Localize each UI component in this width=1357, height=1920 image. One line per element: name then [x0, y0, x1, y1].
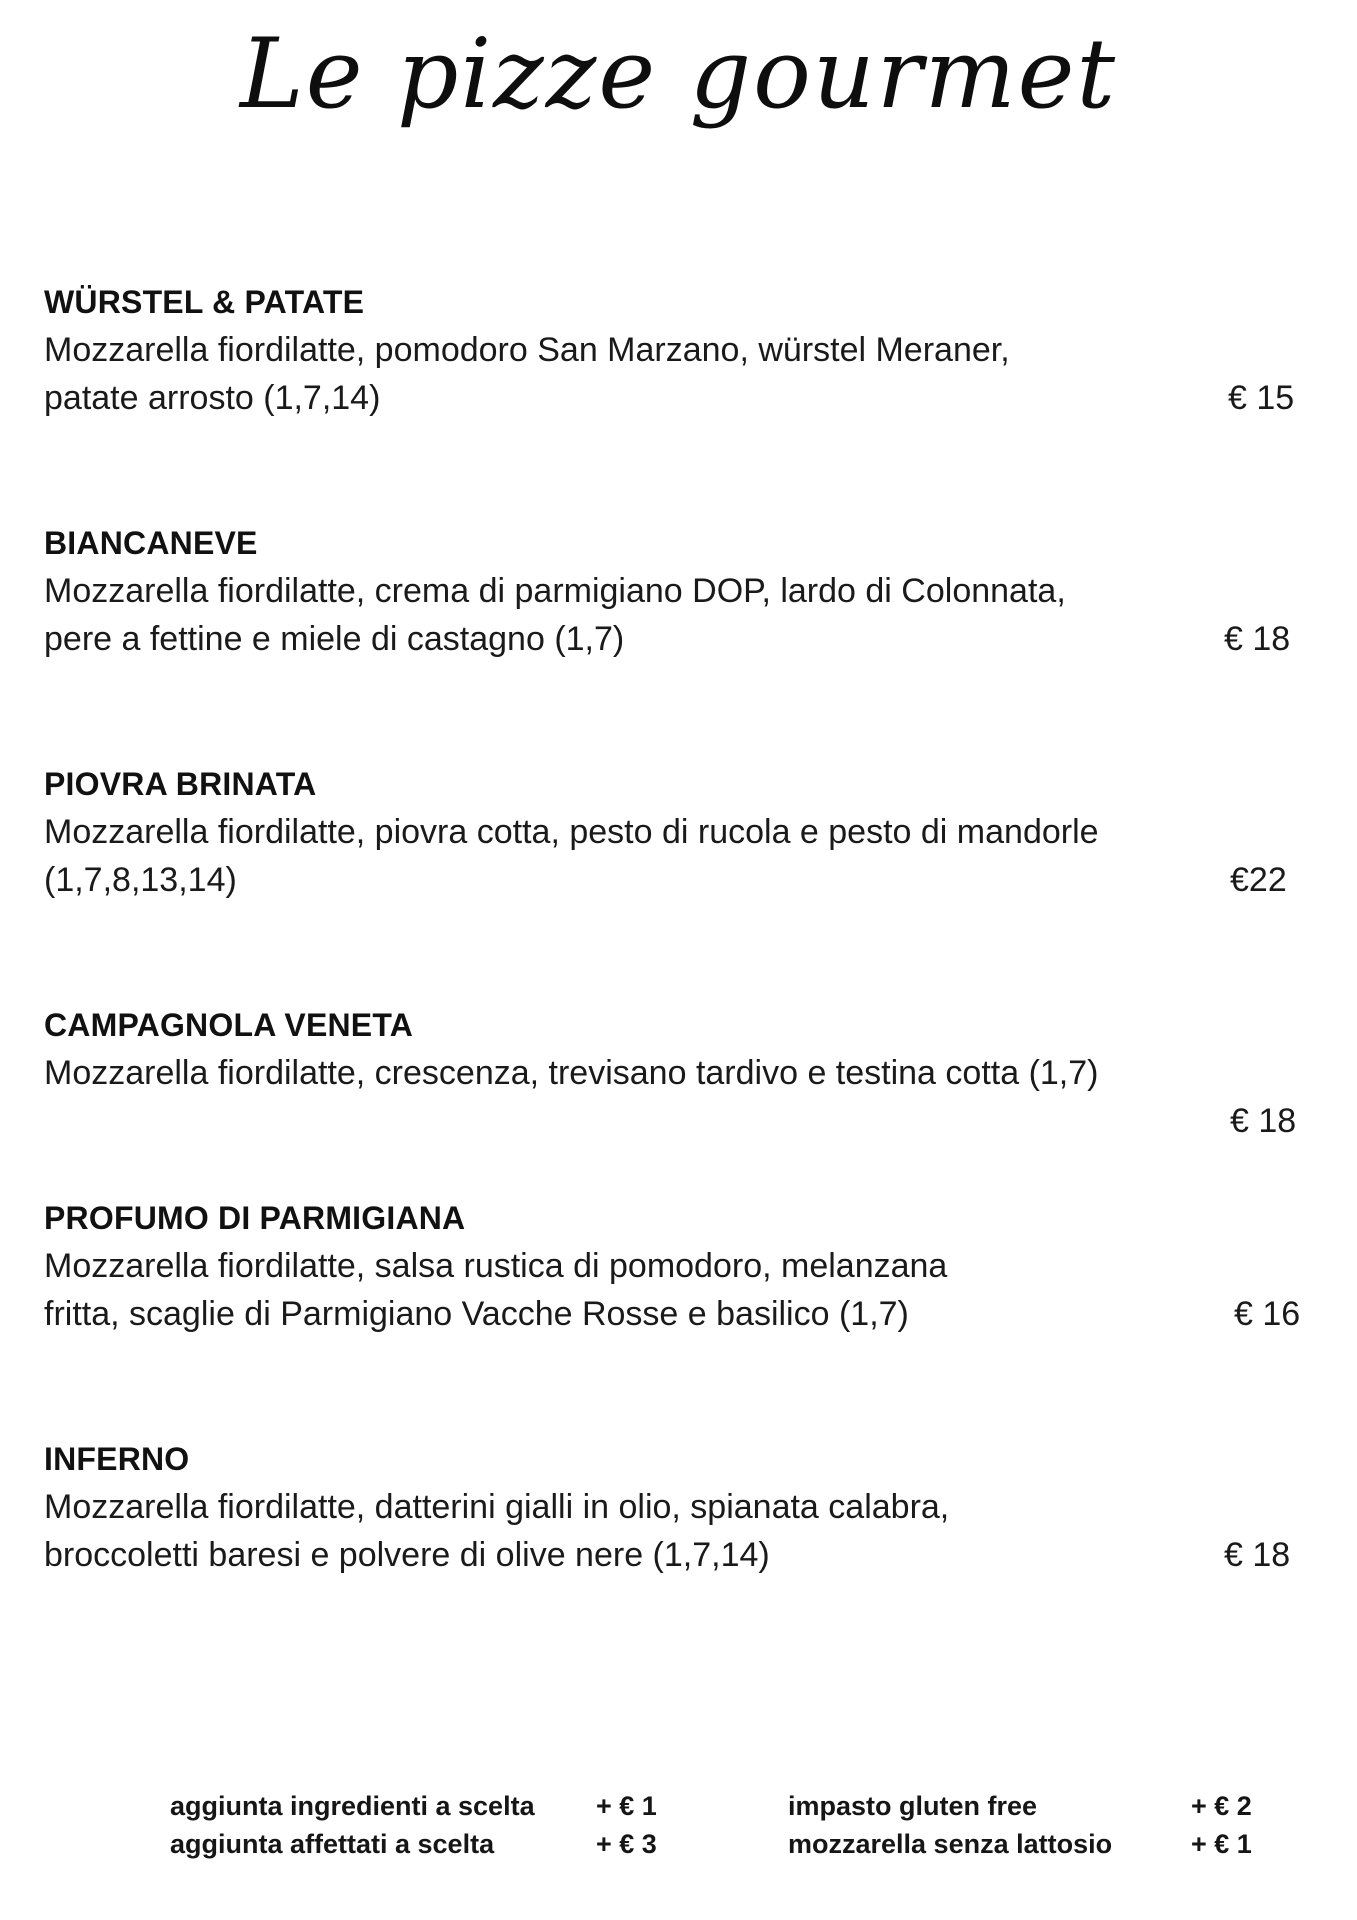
menu-item-biancaneve — [44, 519, 1314, 663]
item-name: PIOVRA BRINATA — [44, 766, 317, 802]
item-desc-line: fritta, scaglie di Parmigiano Vacche Rosse e basilico (1,7) — [44, 1295, 909, 1333]
extra-price: + € 1 — [596, 1791, 657, 1821]
menu-item-profumo-di-parmigiana — [44, 1194, 1314, 1338]
item-desc-line: Mozzarella fiordilatte, crema di parmigiano DOP, lardo di Colonnata, — [44, 572, 1066, 610]
extra-price: + € 1 — [1191, 1829, 1252, 1859]
extras-right — [788, 1787, 1288, 1863]
item-desc-line: Mozzarella fiordilatte, piovra cotta, pesto di rucola e pesto di mandorle — [44, 813, 1099, 851]
item-price: €22 — [1230, 861, 1287, 899]
item-name: INFERNO — [44, 1441, 190, 1477]
menu-item-campagnola-veneta — [44, 1001, 1314, 1097]
extra-label: mozzarella senza lattosio — [788, 1829, 1113, 1859]
item-price: € 18 — [1224, 1536, 1291, 1574]
item-desc-line: Mozzarella fiordilatte, pomodoro San Marzano, würstel Meraner, — [44, 331, 1010, 369]
extras-left — [170, 1787, 690, 1863]
item-price: € 15 — [1228, 379, 1295, 417]
extra-row — [170, 1825, 690, 1863]
extra-row — [788, 1825, 1288, 1863]
extra-price: + € 3 — [596, 1829, 657, 1859]
item-desc-line: broccoletti baresi e polvere di olive nere (1,7,14) — [44, 1536, 770, 1574]
menu-item-inferno — [44, 1435, 1314, 1579]
item-desc-line: Mozzarella fiordilatte, crescenza, trevisano tardivo e testina cotta (1,7) — [44, 1054, 1099, 1092]
menu-item-wurstel-patate — [44, 278, 1314, 422]
item-desc-line: Mozzarella fiordilatte, datterini gialli in olio, spianata calabra, — [44, 1488, 950, 1526]
item-name: WÜRSTEL & PATATE — [44, 284, 365, 320]
page-title: Le pizze gourmet — [239, 18, 1118, 130]
extra-label: impasto gluten free — [788, 1791, 1038, 1821]
extra-label: aggiunta ingredienti a scelta — [170, 1791, 535, 1821]
menu-item-piovra-brinata — [44, 760, 1314, 904]
item-price: € 18 — [1230, 1102, 1297, 1140]
item-name: CAMPAGNOLA VENETA — [44, 1007, 414, 1043]
item-name: PROFUMO DI PARMIGIANA — [44, 1200, 466, 1236]
item-desc-line: (1,7,8,13,14) — [44, 861, 237, 899]
item-price: € 18 — [1224, 620, 1291, 658]
item-price: € 16 — [1234, 1295, 1301, 1333]
extra-price: + € 2 — [1191, 1791, 1252, 1821]
item-desc-line: pere a fettine e miele di castagno (1,7) — [44, 620, 625, 658]
extra-label: aggiunta affettati a scelta — [170, 1829, 495, 1859]
item-name: BIANCANEVE — [44, 525, 258, 561]
item-desc-line: patate arrosto (1,7,14) — [44, 379, 381, 417]
extra-row — [170, 1787, 690, 1825]
extra-row — [788, 1787, 1288, 1825]
item-desc-line: Mozzarella fiordilatte, salsa rustica di pomodoro, melanzana — [44, 1247, 948, 1285]
